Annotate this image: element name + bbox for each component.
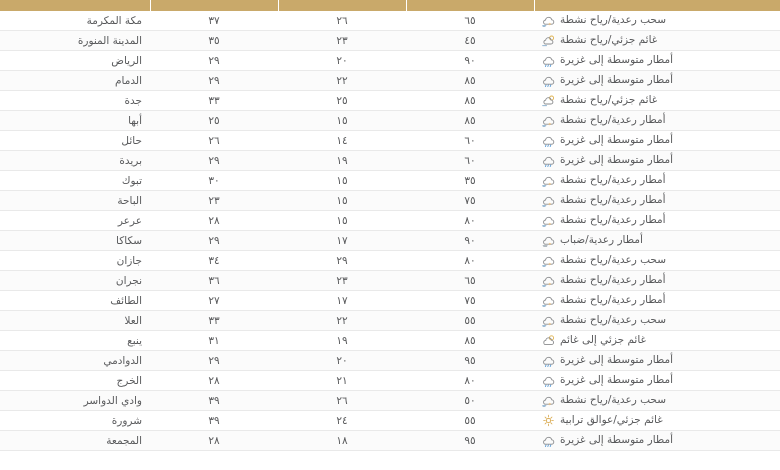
cell-condition	[534, 231, 780, 251]
dust-icon	[542, 414, 555, 427]
thunder-wind-icon	[542, 114, 555, 127]
condition-text: سحب رعدية/رياح نشطة	[560, 254, 666, 267]
table-row	[0, 391, 780, 411]
condition-text: سحب رعدية/رياح نشطة	[560, 314, 666, 327]
rain-heavy-icon	[542, 74, 555, 87]
table-row	[0, 251, 780, 271]
table-row	[0, 211, 780, 231]
cell-humidity: ٨٠	[406, 211, 534, 231]
partly-cloudy-wind-icon	[542, 94, 555, 107]
header-cell-humidity	[406, 0, 534, 11]
cell-min-temp: ٢٥	[278, 91, 406, 111]
cell-max-temp: ٣٠	[150, 171, 278, 191]
cell-min-temp: ١٥	[278, 111, 406, 131]
condition-text: أمطار رعدية/رياح نشطة	[560, 174, 666, 187]
rain-heavy-icon	[542, 134, 555, 147]
cell-max-temp: ٣٧	[150, 11, 278, 31]
cell-condition	[534, 171, 780, 191]
table-row	[0, 51, 780, 71]
cell-max-temp: ٢٥	[150, 111, 278, 131]
cell-city: ينبع	[0, 331, 150, 351]
cell-city: الخرج	[0, 371, 150, 391]
cell-max-temp: ٣٥	[150, 31, 278, 51]
table-row	[0, 111, 780, 131]
cell-min-temp: ١٥	[278, 171, 406, 191]
cell-min-temp: ١٥	[278, 211, 406, 231]
cell-humidity: ٨٠	[406, 251, 534, 271]
cell-city: جازان	[0, 251, 150, 271]
cell-condition	[534, 411, 780, 431]
cell-condition	[534, 291, 780, 311]
cell-min-temp: ٢١	[278, 371, 406, 391]
cell-condition	[534, 51, 780, 71]
cell-min-temp: ١٩	[278, 151, 406, 171]
cell-city: شرورة	[0, 411, 150, 431]
condition-text: أمطار رعدية/رياح نشطة	[560, 214, 666, 227]
cell-max-temp: ٣١	[150, 331, 278, 351]
cell-humidity: ٩٠	[406, 231, 534, 251]
table-row	[0, 331, 780, 351]
cell-city: جدة	[0, 91, 150, 111]
cell-city: تبوك	[0, 171, 150, 191]
cell-max-temp: ٢٨	[150, 211, 278, 231]
condition-text: أمطار متوسطة إلى غزيرة	[560, 154, 674, 167]
cell-humidity: ٨٥	[406, 331, 534, 351]
thunder-wind-icon	[542, 214, 555, 227]
cell-condition	[534, 71, 780, 91]
table-row	[0, 191, 780, 211]
cell-city: عرعر	[0, 211, 150, 231]
table-row	[0, 371, 780, 391]
cell-max-temp: ٢٩	[150, 231, 278, 251]
cell-max-temp: ٣٣	[150, 91, 278, 111]
condition-text: أمطار متوسطة إلى غزيرة	[560, 374, 674, 387]
cell-city: الطائف	[0, 291, 150, 311]
cell-city: بريدة	[0, 151, 150, 171]
cell-city: نجران	[0, 271, 150, 291]
cell-max-temp: ٣٣	[150, 311, 278, 331]
thunder-wind-icon	[542, 194, 555, 207]
header-cell-min-temp	[278, 0, 406, 11]
cell-humidity: ٤٥	[406, 31, 534, 51]
condition-text: أمطار رعدية/رياح نشطة	[560, 114, 666, 127]
condition-text: أمطار رعدية/ضباب	[560, 234, 643, 247]
condition-text: أمطار رعدية/رياح نشطة	[560, 294, 666, 307]
cell-min-temp: ٢٦	[278, 391, 406, 411]
cell-city: حائل	[0, 131, 150, 151]
rain-heavy-icon	[542, 434, 555, 447]
cell-max-temp: ٣٤	[150, 251, 278, 271]
cell-min-temp: ٢٣	[278, 271, 406, 291]
condition-text: أمطار رعدية/رياح نشطة	[560, 194, 666, 207]
rain-heavy-icon	[542, 374, 555, 387]
cell-city: مكة المكرمة	[0, 11, 150, 31]
cell-condition	[534, 191, 780, 211]
thunder-wind-icon	[542, 274, 555, 287]
table-row	[0, 311, 780, 331]
cell-humidity: ٦٠	[406, 151, 534, 171]
table-row	[0, 131, 780, 151]
condition-text: سحب رعدية/رياح نشطة	[560, 14, 666, 27]
table-header	[0, 0, 780, 11]
table-header-row	[0, 0, 780, 11]
cell-min-temp: ١٩	[278, 331, 406, 351]
cell-max-temp: ٢٣	[150, 191, 278, 211]
cell-city: الدمام	[0, 71, 150, 91]
condition-text: أمطار متوسطة إلى غزيرة	[560, 434, 674, 447]
header-cell-city	[0, 0, 150, 11]
cell-condition	[534, 151, 780, 171]
thunder-wind-icon	[542, 174, 555, 187]
condition-text: غائم جزئي/رياح نشطة	[560, 34, 658, 47]
table-row	[0, 351, 780, 371]
cell-max-temp: ٣٩	[150, 391, 278, 411]
cell-max-temp: ٢٦	[150, 131, 278, 151]
thunder-wind-icon	[542, 294, 555, 307]
cell-condition	[534, 431, 780, 451]
cell-min-temp: ٢٢	[278, 311, 406, 331]
condition-text: سحب رعدية/رياح نشطة	[560, 394, 666, 407]
partly-cloudy-wind-icon	[542, 34, 555, 47]
table-row	[0, 11, 780, 31]
cell-min-temp: ٢٠	[278, 351, 406, 371]
condition-text: أمطار متوسطة إلى غزيرة	[560, 74, 674, 87]
partly-cloudy-icon	[542, 334, 555, 347]
header-cell-max-temp	[150, 0, 278, 11]
cell-condition	[534, 91, 780, 111]
cell-humidity: ٥٠	[406, 391, 534, 411]
cell-city: وادي الدواسر	[0, 391, 150, 411]
thunder-fog-icon	[542, 234, 555, 247]
cell-city: المجمعة	[0, 431, 150, 451]
cell-condition	[534, 351, 780, 371]
cell-city: الدوادمي	[0, 351, 150, 371]
table-row	[0, 431, 780, 451]
cell-min-temp: ١٤	[278, 131, 406, 151]
cell-max-temp: ٢٧	[150, 291, 278, 311]
cell-condition	[534, 271, 780, 291]
cell-condition	[534, 211, 780, 231]
cell-humidity: ٣٥	[406, 171, 534, 191]
cell-min-temp: ٢٤	[278, 411, 406, 431]
cell-max-temp: ٢٩	[150, 351, 278, 371]
condition-text: أمطار متوسطة إلى غزيرة	[560, 354, 674, 367]
cell-humidity: ٨٠	[406, 371, 534, 391]
rain-heavy-icon	[542, 354, 555, 367]
thunder-wind-icon	[542, 14, 555, 27]
cell-min-temp: ٢٣	[278, 31, 406, 51]
table-row	[0, 151, 780, 171]
header-cell-condition	[534, 0, 780, 11]
thunder-wind-icon	[542, 394, 555, 407]
cell-min-temp: ١٧	[278, 291, 406, 311]
cell-max-temp: ٣٩	[150, 411, 278, 431]
cell-condition	[534, 131, 780, 151]
condition-text: غائم جزئي إلى غائم	[560, 334, 647, 347]
cell-min-temp: ٢٢	[278, 71, 406, 91]
cell-min-temp: ٢٦	[278, 11, 406, 31]
table-row	[0, 31, 780, 51]
table-row	[0, 171, 780, 191]
cell-city: الباحة	[0, 191, 150, 211]
cell-humidity: ٥٥	[406, 311, 534, 331]
cell-city: المدينة المنورة	[0, 31, 150, 51]
cell-humidity: ٨٥	[406, 91, 534, 111]
thunder-wind-icon	[542, 254, 555, 267]
cell-condition	[534, 311, 780, 331]
cell-min-temp: ١٥	[278, 191, 406, 211]
cell-city: أبها	[0, 111, 150, 131]
rain-heavy-icon	[542, 154, 555, 167]
thunder-wind-icon	[542, 314, 555, 327]
table-body	[0, 11, 780, 451]
table-row	[0, 71, 780, 91]
cell-humidity: ٨٥	[406, 111, 534, 131]
cell-humidity: ٩٥	[406, 431, 534, 451]
cell-humidity: ٧٥	[406, 291, 534, 311]
cell-max-temp: ٣٦	[150, 271, 278, 291]
cell-min-temp: ٢٩	[278, 251, 406, 271]
cell-humidity: ٦٥	[406, 271, 534, 291]
cell-min-temp: ١٨	[278, 431, 406, 451]
cell-humidity: ٦٥	[406, 11, 534, 31]
cell-city: الرياض	[0, 51, 150, 71]
cell-condition	[534, 371, 780, 391]
cell-max-temp: ٢٨	[150, 371, 278, 391]
cell-humidity: ٨٥	[406, 71, 534, 91]
table-row	[0, 91, 780, 111]
cell-humidity: ٩٥	[406, 351, 534, 371]
cell-humidity: ٥٥	[406, 411, 534, 431]
condition-text: أمطار رعدية/رياح نشطة	[560, 274, 666, 287]
cell-condition	[534, 251, 780, 271]
cell-max-temp: ٢٨	[150, 431, 278, 451]
cell-city: سكاكا	[0, 231, 150, 251]
table-row	[0, 271, 780, 291]
condition-text: أمطار متوسطة إلى غزيرة	[560, 134, 674, 147]
table-row	[0, 411, 780, 431]
cell-condition	[534, 11, 780, 31]
cell-condition	[534, 391, 780, 411]
cell-condition	[534, 111, 780, 131]
condition-text: أمطار متوسطة إلى غزيرة	[560, 54, 674, 67]
condition-text: غائم جزئي/عوالق ترابية	[560, 414, 663, 427]
cell-min-temp: ٢٠	[278, 51, 406, 71]
cell-max-temp: ٢٩	[150, 151, 278, 171]
cell-humidity: ٩٠	[406, 51, 534, 71]
condition-text: غائم جزئي/رياح نشطة	[560, 94, 658, 107]
cell-city: العلا	[0, 311, 150, 331]
table-row	[0, 291, 780, 311]
table-row	[0, 231, 780, 251]
cell-humidity: ٦٠	[406, 131, 534, 151]
cell-max-temp: ٢٩	[150, 51, 278, 71]
cell-condition	[534, 31, 780, 51]
rain-heavy-icon	[542, 54, 555, 67]
cell-min-temp: ١٧	[278, 231, 406, 251]
cell-max-temp: ٢٩	[150, 71, 278, 91]
cell-humidity: ٧٥	[406, 191, 534, 211]
cell-condition	[534, 331, 780, 351]
